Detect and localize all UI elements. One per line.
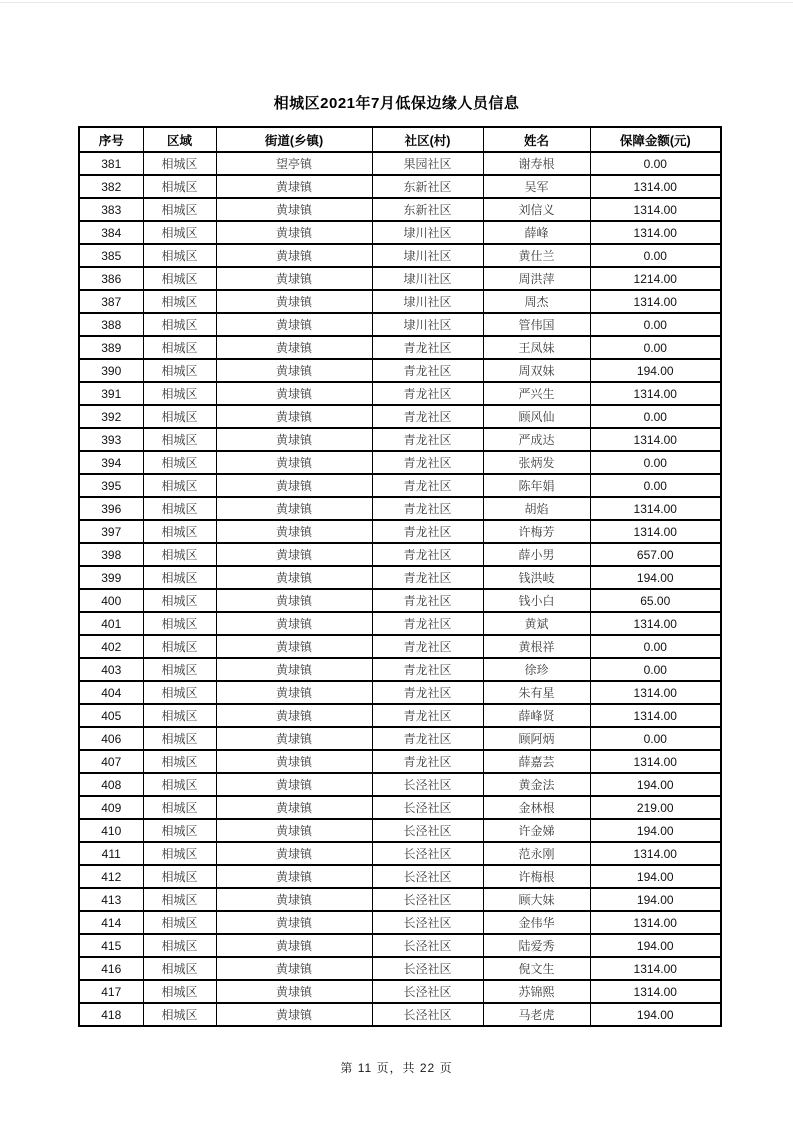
table-row [79,819,721,842]
cell-street: 黄埭镇 [216,888,372,911]
cell-amount: 0.00 [590,727,721,750]
cell-name: 黄金法 [483,773,590,796]
cell-amount: 219.00 [590,796,721,819]
cell-community: 青龙社区 [372,589,483,612]
cell-index: 388 [79,313,143,336]
cell-community: 埭川社区 [372,221,483,244]
page-title: 相城区2021年7月低保边缘人员信息 [273,95,520,112]
cell-region: 相城区 [143,198,216,221]
table-row [79,934,721,957]
cell-amount: 1314.00 [590,382,721,405]
cell-name: 金伟华 [483,911,590,934]
cell-region: 相城区 [143,727,216,750]
cell-community: 青龙社区 [372,566,483,589]
table-row [79,382,721,405]
cell-index: 390 [79,359,143,382]
cell-index: 394 [79,451,143,474]
cell-amount: 1314.00 [590,911,721,934]
cell-name: 陆爱秀 [483,934,590,957]
cell-index: 395 [79,474,143,497]
column-header-amount: 保障金额(元) [590,127,721,152]
page-number: 第 11 页，共 22 页 [340,1061,453,1075]
table-row [79,612,721,635]
cell-index: 404 [79,681,143,704]
cell-index: 401 [79,612,143,635]
table-row [79,911,721,934]
cell-amount: 0.00 [590,658,721,681]
cell-street: 黄埭镇 [216,336,372,359]
cell-index: 385 [79,244,143,267]
cell-amount: 194.00 [590,359,721,382]
cell-amount: 1314.00 [590,704,721,727]
table-row [79,336,721,359]
table-row [79,796,721,819]
cell-region: 相城区 [143,566,216,589]
cell-street: 黄埭镇 [216,313,372,336]
table-row [79,727,721,750]
table-row [79,589,721,612]
cell-street: 黄埭镇 [216,796,372,819]
cell-street: 黄埭镇 [216,198,372,221]
table-row [79,267,721,290]
cell-index: 410 [79,819,143,842]
cell-amount: 1314.00 [590,175,721,198]
cell-name: 黄斌 [483,612,590,635]
cell-region: 相城区 [143,382,216,405]
cell-index: 382 [79,175,143,198]
cell-region: 相城区 [143,957,216,980]
cell-region: 相城区 [143,819,216,842]
cell-street: 黄埭镇 [216,589,372,612]
cell-street: 黄埭镇 [216,934,372,957]
table-row [79,359,721,382]
cell-amount: 1314.00 [590,428,721,451]
cell-name: 薛嘉芸 [483,750,590,773]
table-row [79,888,721,911]
cell-community: 青龙社区 [372,635,483,658]
cell-community: 青龙社区 [372,612,483,635]
cell-region: 相城区 [143,474,216,497]
cell-index: 411 [79,842,143,865]
cell-community: 长泾社区 [372,865,483,888]
cell-index: 384 [79,221,143,244]
cell-community: 青龙社区 [372,451,483,474]
cell-amount: 1314.00 [590,221,721,244]
cell-street: 黄埭镇 [216,681,372,704]
column-header-name: 姓名 [483,127,590,152]
cell-name: 金林根 [483,796,590,819]
table-row [79,750,721,773]
cell-community: 果园社区 [372,152,483,175]
cell-street: 黄埭镇 [216,819,372,842]
table-row [79,497,721,520]
cell-region: 相城区 [143,888,216,911]
cell-name: 许梅芳 [483,520,590,543]
cell-community: 青龙社区 [372,405,483,428]
cell-region: 相城区 [143,589,216,612]
cell-region: 相城区 [143,750,216,773]
cell-name: 钱小白 [483,589,590,612]
cell-name: 倪文生 [483,957,590,980]
table-body [79,152,721,1026]
table-row [79,474,721,497]
cell-index: 409 [79,796,143,819]
cell-index: 413 [79,888,143,911]
cell-amount: 0.00 [590,635,721,658]
cell-amount: 194.00 [590,934,721,957]
cell-name: 黄仕兰 [483,244,590,267]
cell-name: 顾风仙 [483,405,590,428]
cell-index: 412 [79,865,143,888]
cell-street: 黄埭镇 [216,520,372,543]
cell-name: 钱洪岐 [483,566,590,589]
cell-name: 周杰 [483,290,590,313]
cell-community: 青龙社区 [372,520,483,543]
cell-index: 418 [79,1003,143,1026]
cell-street: 黄埭镇 [216,773,372,796]
cell-amount: 194.00 [590,566,721,589]
cell-amount: 657.00 [590,543,721,566]
cell-community: 青龙社区 [372,428,483,451]
cell-community: 青龙社区 [372,497,483,520]
cell-street: 黄埭镇 [216,290,372,313]
cell-index: 397 [79,520,143,543]
cell-region: 相城区 [143,543,216,566]
cell-amount: 1314.00 [590,681,721,704]
cell-index: 381 [79,152,143,175]
cell-amount: 1214.00 [590,267,721,290]
cell-community: 东新社区 [372,198,483,221]
table-row [79,635,721,658]
cell-street: 黄埭镇 [216,405,372,428]
table-row [79,451,721,474]
table-row [79,152,721,175]
cell-index: 402 [79,635,143,658]
cell-street: 黄埭镇 [216,451,372,474]
cell-amount: 194.00 [590,865,721,888]
cell-index: 399 [79,566,143,589]
cell-street: 黄埭镇 [216,612,372,635]
column-header-community: 社区(村) [372,127,483,152]
table-row [79,773,721,796]
cell-community: 青龙社区 [372,359,483,382]
cell-amount: 194.00 [590,773,721,796]
cell-index: 414 [79,911,143,934]
table-row [79,1003,721,1026]
table-header-row [79,127,721,152]
cell-region: 相城区 [143,175,216,198]
cell-name: 范永刚 [483,842,590,865]
cell-street: 黄埭镇 [216,497,372,520]
table-row [79,520,721,543]
cell-community: 青龙社区 [372,336,483,359]
cell-region: 相城区 [143,290,216,313]
cell-amount: 0.00 [590,405,721,428]
cell-index: 417 [79,980,143,1003]
cell-region: 相城区 [143,934,216,957]
cell-amount: 194.00 [590,1003,721,1026]
cell-amount: 0.00 [590,336,721,359]
table-row [79,658,721,681]
cell-community: 东新社区 [372,175,483,198]
cell-community: 长泾社区 [372,934,483,957]
cell-street: 黄埭镇 [216,359,372,382]
cell-index: 389 [79,336,143,359]
cell-region: 相城区 [143,244,216,267]
cell-index: 403 [79,658,143,681]
cell-street: 黄埭镇 [216,543,372,566]
cell-index: 387 [79,290,143,313]
cell-community: 埭川社区 [372,313,483,336]
cell-community: 长泾社区 [372,888,483,911]
cell-name: 薛峰贤 [483,704,590,727]
cell-amount: 1314.00 [590,290,721,313]
cell-index: 392 [79,405,143,428]
cell-name: 严成达 [483,428,590,451]
cell-community: 埭川社区 [372,244,483,267]
cell-street: 黄埭镇 [216,957,372,980]
cell-street: 黄埭镇 [216,727,372,750]
cell-community: 青龙社区 [372,658,483,681]
cell-street: 黄埭镇 [216,842,372,865]
cell-street: 黄埭镇 [216,750,372,773]
cell-region: 相城区 [143,911,216,934]
cell-name: 许金娣 [483,819,590,842]
cell-street: 黄埭镇 [216,980,372,1003]
cell-street: 黄埭镇 [216,635,372,658]
cell-community: 长泾社区 [372,773,483,796]
cell-index: 398 [79,543,143,566]
table-row [79,865,721,888]
cell-name: 张炳发 [483,451,590,474]
cell-community: 长泾社区 [372,796,483,819]
cell-community: 青龙社区 [372,750,483,773]
cell-index: 400 [79,589,143,612]
cell-index: 391 [79,382,143,405]
table-row [79,198,721,221]
cell-index: 405 [79,704,143,727]
cell-amount: 1314.00 [590,497,721,520]
cell-street: 黄埭镇 [216,175,372,198]
cell-name: 马老虎 [483,1003,590,1026]
cell-index: 406 [79,727,143,750]
table-row [79,842,721,865]
cell-region: 相城区 [143,405,216,428]
cell-index: 408 [79,773,143,796]
cell-region: 相城区 [143,980,216,1003]
cell-street: 黄埭镇 [216,221,372,244]
table-row [79,175,721,198]
cell-community: 长泾社区 [372,911,483,934]
cell-amount: 1314.00 [590,957,721,980]
cell-name: 严兴生 [483,382,590,405]
table-row [79,566,721,589]
cell-name: 陈年娟 [483,474,590,497]
cell-region: 相城区 [143,865,216,888]
cell-name: 管伟国 [483,313,590,336]
cell-street: 黄埭镇 [216,704,372,727]
cell-region: 相城区 [143,428,216,451]
cell-region: 相城区 [143,313,216,336]
cell-region: 相城区 [143,221,216,244]
page-top-edge [0,2,793,3]
column-header-street: 街道(乡镇) [216,127,372,152]
cell-amount: 1314.00 [590,842,721,865]
cell-street: 黄埭镇 [216,267,372,290]
cell-amount: 0.00 [590,152,721,175]
cell-community: 青龙社区 [372,681,483,704]
cell-region: 相城区 [143,773,216,796]
cell-index: 393 [79,428,143,451]
cell-name: 朱有星 [483,681,590,704]
cell-name: 薛峰 [483,221,590,244]
cell-region: 相城区 [143,152,216,175]
cell-community: 青龙社区 [372,704,483,727]
cell-region: 相城区 [143,359,216,382]
cell-street: 黄埭镇 [216,658,372,681]
cell-name: 黄根祥 [483,635,590,658]
cell-street: 黄埭镇 [216,244,372,267]
cell-street: 黄埭镇 [216,382,372,405]
cell-region: 相城区 [143,1003,216,1026]
cell-street: 黄埭镇 [216,911,372,934]
cell-name: 薛小男 [483,543,590,566]
cell-community: 青龙社区 [372,727,483,750]
cell-region: 相城区 [143,842,216,865]
cell-name: 王凤妹 [483,336,590,359]
cell-community: 青龙社区 [372,474,483,497]
cell-community: 长泾社区 [372,957,483,980]
cell-street: 黄埭镇 [216,428,372,451]
column-header-index: 序号 [79,127,143,152]
cell-amount: 194.00 [590,888,721,911]
welfare-table [78,126,722,1027]
table-row [79,313,721,336]
table-row [79,543,721,566]
cell-amount: 0.00 [590,244,721,267]
cell-amount: 0.00 [590,313,721,336]
cell-index: 396 [79,497,143,520]
cell-amount: 65.00 [590,589,721,612]
table-row [79,244,721,267]
cell-region: 相城区 [143,658,216,681]
cell-community: 长泾社区 [372,842,483,865]
table-row [79,221,721,244]
cell-name: 徐珍 [483,658,590,681]
cell-index: 416 [79,957,143,980]
table-row [79,957,721,980]
table-row [79,704,721,727]
cell-amount: 1314.00 [590,520,721,543]
cell-name: 吴军 [483,175,590,198]
cell-amount: 194.00 [590,819,721,842]
cell-street: 望亭镇 [216,152,372,175]
cell-community: 青龙社区 [372,382,483,405]
cell-amount: 1314.00 [590,198,721,221]
cell-name: 周双妹 [483,359,590,382]
cell-community: 埭川社区 [372,290,483,313]
column-header-region: 区域 [143,127,216,152]
cell-community: 长泾社区 [372,819,483,842]
cell-street: 黄埭镇 [216,474,372,497]
cell-name: 许梅根 [483,865,590,888]
cell-name: 周洪萍 [483,267,590,290]
table-row [79,290,721,313]
cell-community: 埭川社区 [372,267,483,290]
cell-name: 顾阿炳 [483,727,590,750]
cell-name: 谢寿根 [483,152,590,175]
cell-amount: 0.00 [590,451,721,474]
cell-name: 刘信义 [483,198,590,221]
cell-index: 407 [79,750,143,773]
cell-community: 青龙社区 [372,543,483,566]
cell-region: 相城区 [143,612,216,635]
cell-region: 相城区 [143,267,216,290]
cell-region: 相城区 [143,635,216,658]
cell-street: 黄埭镇 [216,566,372,589]
cell-region: 相城区 [143,497,216,520]
cell-region: 相城区 [143,520,216,543]
cell-community: 长泾社区 [372,980,483,1003]
cell-index: 386 [79,267,143,290]
table-row [79,681,721,704]
table-row [79,980,721,1003]
cell-index: 383 [79,198,143,221]
cell-region: 相城区 [143,451,216,474]
cell-region: 相城区 [143,336,216,359]
cell-amount: 1314.00 [590,980,721,1003]
cell-amount: 0.00 [590,474,721,497]
cell-amount: 1314.00 [590,750,721,773]
cell-name: 苏锦熙 [483,980,590,1003]
cell-street: 黄埭镇 [216,865,372,888]
cell-region: 相城区 [143,796,216,819]
table-row [79,428,721,451]
cell-region: 相城区 [143,681,216,704]
cell-amount: 1314.00 [590,612,721,635]
cell-index: 415 [79,934,143,957]
cell-name: 顾大妹 [483,888,590,911]
cell-name: 胡焰 [483,497,590,520]
table-row [79,405,721,428]
cell-community: 长泾社区 [372,1003,483,1026]
cell-street: 黄埭镇 [216,1003,372,1026]
cell-region: 相城区 [143,704,216,727]
